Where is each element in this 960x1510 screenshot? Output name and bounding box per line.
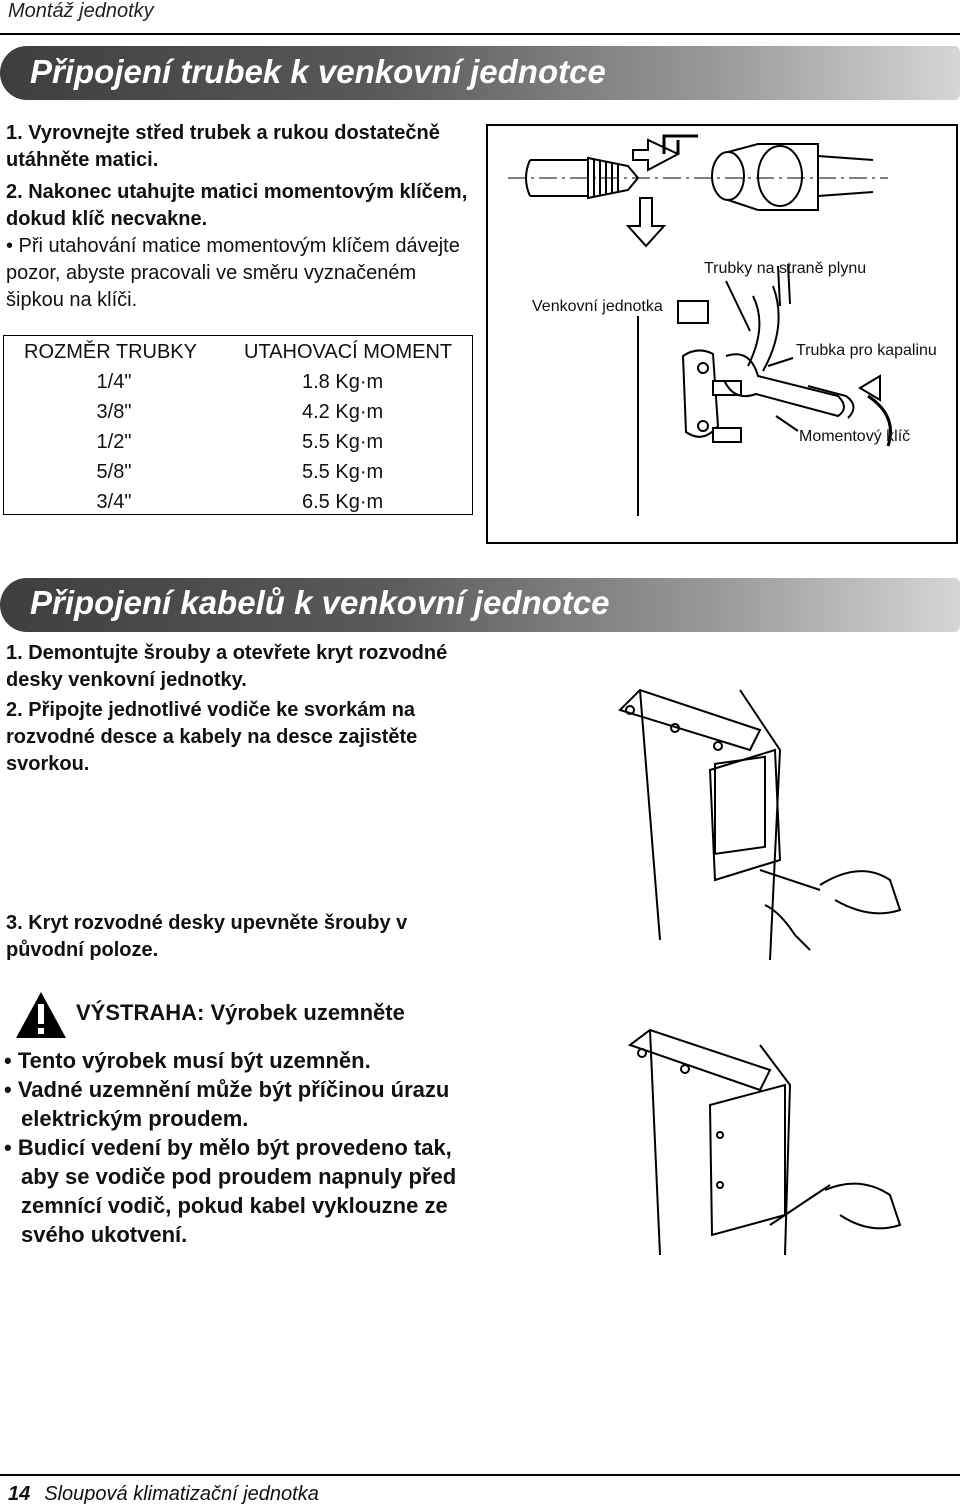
pipe-connection-illustration bbox=[488, 126, 956, 542]
footer-title: Sloupová klimatizační jednotka bbox=[44, 1483, 319, 1505]
label-gas-pipes: Trubky na straně plynu bbox=[704, 260, 867, 277]
table-row bbox=[4, 457, 472, 487]
page-footer bbox=[8, 1483, 319, 1506]
cable-step-2: 2. Připojte jednotlivé vodiče ke svorkám na rozvodné desce a kabely na desce zajistěte svorkou. bbox=[6, 699, 418, 775]
cover-removal-illustration bbox=[600, 680, 910, 960]
cable-steps bbox=[6, 640, 486, 781]
warning-icon bbox=[14, 990, 68, 1040]
pipe-size: 1/4" bbox=[96, 371, 132, 393]
warning-item: • Vadné uzemnění může být příčinou úrazu elektrickým proudem. bbox=[4, 1077, 450, 1131]
table-header-row bbox=[4, 337, 472, 367]
table-row bbox=[4, 367, 472, 397]
torque-value: 5.5 Kg·m bbox=[302, 431, 384, 453]
column-header-torque: UTAHOVACÍ MOMENT bbox=[244, 341, 453, 363]
section-title-cables: Připojení kabelů k venkovní jednotce bbox=[30, 584, 610, 621]
pipe-size: 3/8" bbox=[96, 401, 132, 423]
torque-table bbox=[3, 335, 473, 515]
warning-item: • Budicí vedení by mělo být provedeno tak, aby se vodiče pod proudem napnuly před zemnící vodič, pokud kabel vyklouzne ze svého ukotvení. bbox=[4, 1135, 457, 1247]
page-number: 14 bbox=[8, 1483, 31, 1505]
cable-step-3: 3. Kryt rozvodné desky upevněte šrouby v původní poloze. bbox=[6, 912, 408, 961]
cover-refit-illustration bbox=[620, 1025, 910, 1275]
torque-value: 4.2 Kg·m bbox=[302, 401, 384, 423]
pipe-bullet-note: • Při utahování matice momentovým klíčem dávejte pozor, abyste pracovali ve směru vyznačeném šipkou na klíči. bbox=[6, 235, 460, 311]
cable-step-1: 1. Demontujte šrouby a otevřete kryt rozvodné desky venkovní jednotky. bbox=[6, 642, 448, 691]
table-row bbox=[4, 397, 472, 427]
header-rule bbox=[0, 33, 960, 35]
pipe-size: 1/2" bbox=[96, 431, 132, 453]
table-row bbox=[4, 487, 472, 517]
section-title-pipes: Připojení trubek k venkovní jednotce bbox=[30, 53, 606, 90]
torque-value: 6.5 Kg·m bbox=[302, 491, 384, 513]
warning-item: • Tento výrobek musí být uzemněn. bbox=[4, 1048, 371, 1073]
column-header-size: ROZMĚR TRUBKY bbox=[24, 341, 197, 363]
pipe-step-1: 1. Vyrovnejte střed trubek a rukou dostatečně utáhněte matici. bbox=[6, 122, 440, 171]
label-torque-wrench: Momentový klíč bbox=[799, 428, 911, 445]
running-header: Montáž jednotky bbox=[8, 0, 154, 22]
pipe-step-2: 2. Nakonec utahujte matici momentovým klíčem, dokud klíč necvakne. bbox=[6, 181, 468, 230]
pipe-connection-figure bbox=[486, 124, 958, 544]
torque-value: 5.5 Kg·m bbox=[302, 461, 384, 483]
label-outdoor-unit: Venkovní jednotka bbox=[532, 298, 663, 315]
pipe-size: 3/4" bbox=[96, 491, 132, 513]
footer-rule bbox=[0, 1474, 960, 1476]
pipe-steps bbox=[6, 120, 476, 238]
torque-value: 1.8 Kg·m bbox=[302, 371, 384, 393]
warning-title: VÝSTRAHA: Výrobek uzemněte bbox=[76, 1000, 405, 1025]
warning-list bbox=[4, 1046, 484, 1249]
label-liquid-pipe: Trubka pro kapalinu bbox=[796, 342, 937, 359]
pipe-size: 5/8" bbox=[96, 461, 132, 483]
table-row bbox=[4, 427, 472, 457]
